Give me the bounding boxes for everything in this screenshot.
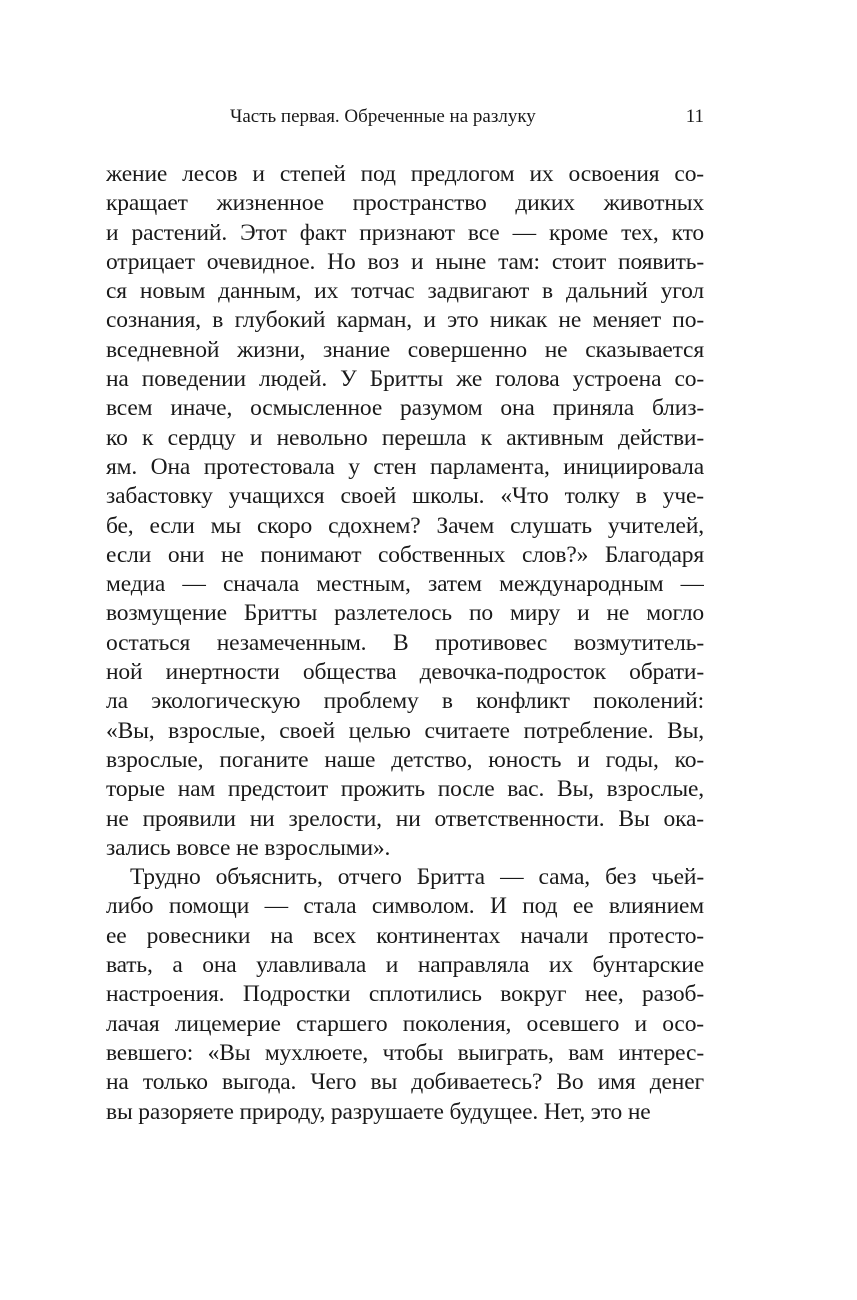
text-line: на только выгода. Чего вы добиваетесь? Во имя денег xyxy=(106,1069,704,1096)
text-line: взрослые, поганите наше детство, юность и годы, ко- xyxy=(106,746,704,773)
text-line: вседневной жизни, знание совершенно не сказывается xyxy=(106,336,704,363)
text-line: остаться незамеченным. В противовес возмутитель- xyxy=(106,629,704,656)
text-line: ной инертности общества девочка-подросток обрати- xyxy=(106,659,704,686)
body-text xyxy=(106,160,704,1127)
text-line: отрицает очевидное. Но воз и ныне там: стоит появить- xyxy=(106,248,704,275)
paragraph xyxy=(106,160,704,863)
text-line: если они не понимают собственных слов?» Благодаря xyxy=(106,541,704,568)
paragraph xyxy=(106,863,704,1127)
text-line: ся новым данным, их тотчас задвигают в дальний угол xyxy=(106,278,704,305)
text-line: жение лесов и степей под предлогом их освоения со- xyxy=(106,161,704,187)
text-line: медиа — сначала местным, затем международным — xyxy=(106,571,704,598)
text-line: на поведении людей. У Бритты же голова устроена со- xyxy=(106,366,704,393)
running-title: Часть первая. Обреченные на разлуку xyxy=(230,106,536,127)
text-line: торые нам предстоит прожить после вас. Вы, взрослые, xyxy=(106,776,704,803)
text-line: зались вовсе не взрослыми». xyxy=(106,834,391,861)
page-number: 11 xyxy=(685,106,704,127)
text-line: забастовку учащихся своей школы. «Что толку в уче- xyxy=(106,483,704,510)
text-line: сознания, в глубокий карман, и это никак не меняет по- xyxy=(106,307,704,334)
text-line: вы разоряете природу, разрушаете будущее. Нет, это не xyxy=(106,1098,651,1125)
running-head xyxy=(106,103,704,131)
text-line: не проявили ни зрелости, ни ответственности. Вы ока- xyxy=(106,805,704,832)
text-line: лачая лицемерие старшего поколения, осевшего и осо- xyxy=(106,1010,704,1037)
text-line: всем иначе, осмысленное разумом она приняла близ- xyxy=(106,395,704,422)
text-line: ее ровесники на всех континентах начали протесто- xyxy=(106,922,704,949)
text-line: «Вы, взрослые, своей целью считаете потребление. Вы, xyxy=(106,717,704,744)
text-line: бе, если мы скоро сдохнем? Зачем слушать учителей, xyxy=(106,512,704,539)
text-line: и растений. Этот факт признают все — кроме тех, кто xyxy=(106,219,704,246)
text-line: Трудно объяснить, отчего Бритта — сама, без чьей- xyxy=(130,864,704,891)
text-line: вевшего: «Вы мухлюете, чтобы выиграть, вам интерес- xyxy=(106,1039,704,1066)
text-line: возмущение Бритты разлетелось по миру и не могло xyxy=(106,600,704,627)
text-line: вать, а она улавливала и направляла их бунтарские xyxy=(106,952,704,979)
text-line: ко к сердцу и невольно перешла к активным действи- xyxy=(106,424,704,451)
text-line: либо помощи — стала символом. И под ее влиянием xyxy=(106,893,704,920)
text-line: кращает жизненное пространство диких животных xyxy=(106,190,704,217)
text-line: ям. Она протестовала у стен парламента, инициировала xyxy=(106,453,704,480)
text-line: настроения. Подростки сплотились вокруг нее, разоб- xyxy=(106,981,704,1008)
text-line: ла экологическую проблему в конфликт поколений: xyxy=(106,688,704,715)
